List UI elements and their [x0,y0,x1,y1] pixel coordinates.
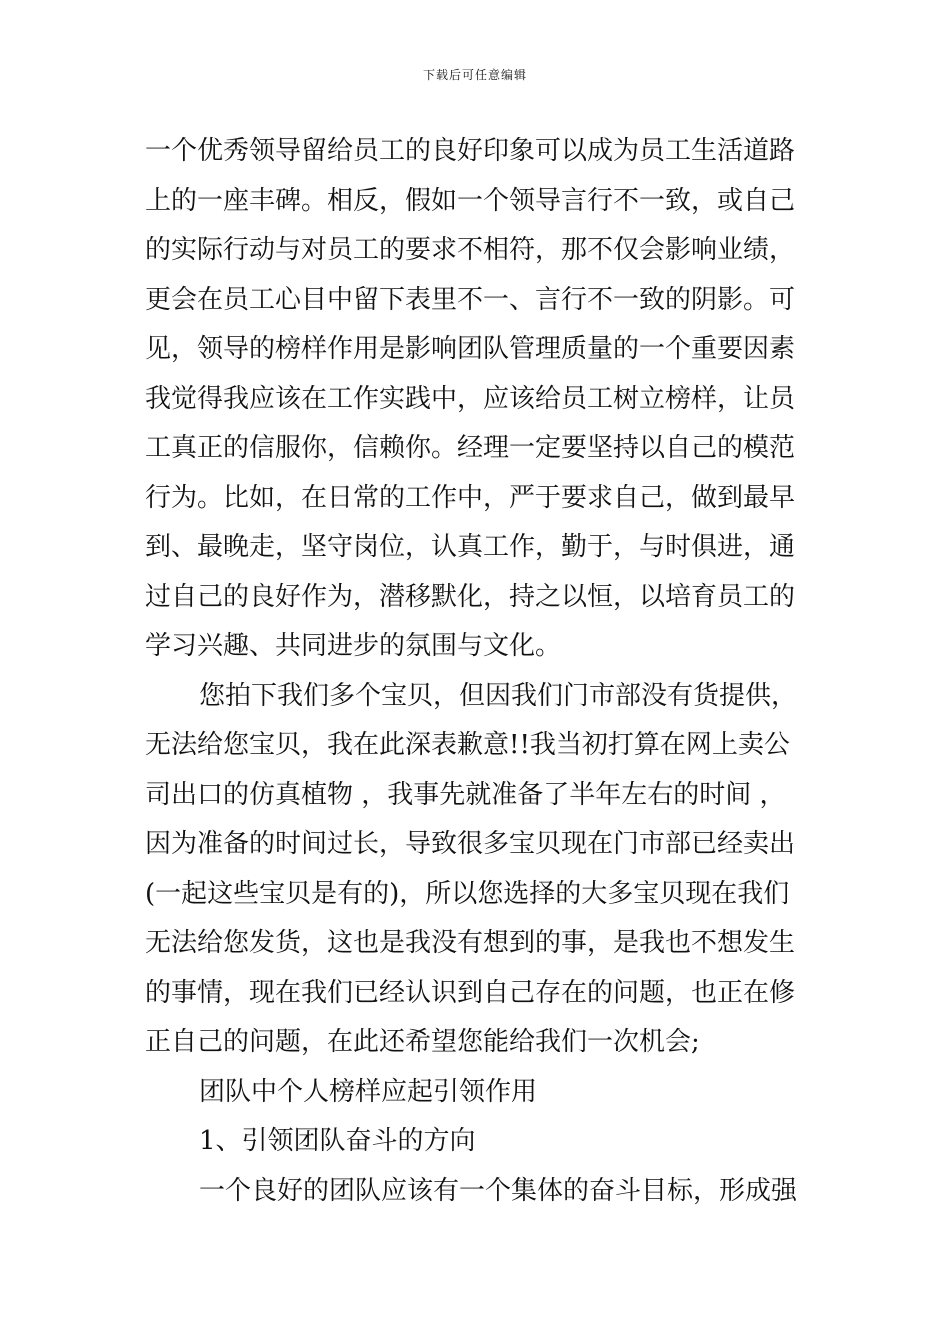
text-line: 一个良好的团队应该有一个集体的奋斗目标，形成强 [199,1175,798,1206]
text-line: 工真正的信服你，信赖你。经理一定要坚持以自己的模范 [145,433,796,463]
text-line: 我觉得我应该在工作实践中，应该给员工树立榜样，让员 [145,383,796,414]
text-line: 团队中个人榜样应起引领作用 [199,1076,538,1107]
text-line: 更会在员工心目中留下表里不一、言行不一致的阴影。可 [145,284,796,315]
text-line: 正自己的问题，在此还希望您能给我们一次机会; [145,1027,700,1057]
text-line: 无法给您宝贝，我在此深表歉意!!我当初打算在网上卖公 [145,730,790,760]
text-line: 您拍下我们多个宝贝，但因我们门市部没有货提供， [199,680,798,711]
document-body [145,127,815,1216]
text-line: 过自己的良好作为，潜移默化，持之以恒，以培育员工的 [145,581,796,612]
text-line: 行为。比如，在日常的工作中，严于要求自己，做到最早 [145,482,796,513]
text-line: 学习兴趣、共同进步的氛围与文化。 [145,631,562,661]
text-line: 上的一座丰碑。相反，假如一个领导言行不一致，或自己 [145,185,796,216]
text-line: 司出口的仿真植物 ，我事先就准备了半年左右的时间 ， [145,779,786,810]
text-line: 的实际行动与对员工的要求不相符，那不仅会影响业绩， [145,235,796,265]
text-line: 到、最晚走，坚守岗位，认真工作，勤于，与时俱进，通 [145,532,796,562]
text-line: 1、引领团队奋斗的方向 [199,1126,476,1156]
text-line: 无法给您发货，这也是我没有想到的事，是我也不想发生 [145,928,796,958]
page-header: 下载后可任意编辑 [422,68,527,82]
text-line: (一起这些宝贝是有的)，所以您选择的大多宝贝现在我们 [145,878,790,909]
text-line: 见，领导的榜样作用是影响团队管理质量的一个重要因素 [145,334,796,364]
text-line: 一个优秀领导留给员工的良好印象可以成为员工生活道路 [145,136,796,166]
text-line: 因为准备的时间过长，导致很多宝贝现在门市部已经卖出 [145,829,796,859]
text-line: 的事情，现在我们已经认识到自己存在的问题，也正在修 [145,977,796,1008]
